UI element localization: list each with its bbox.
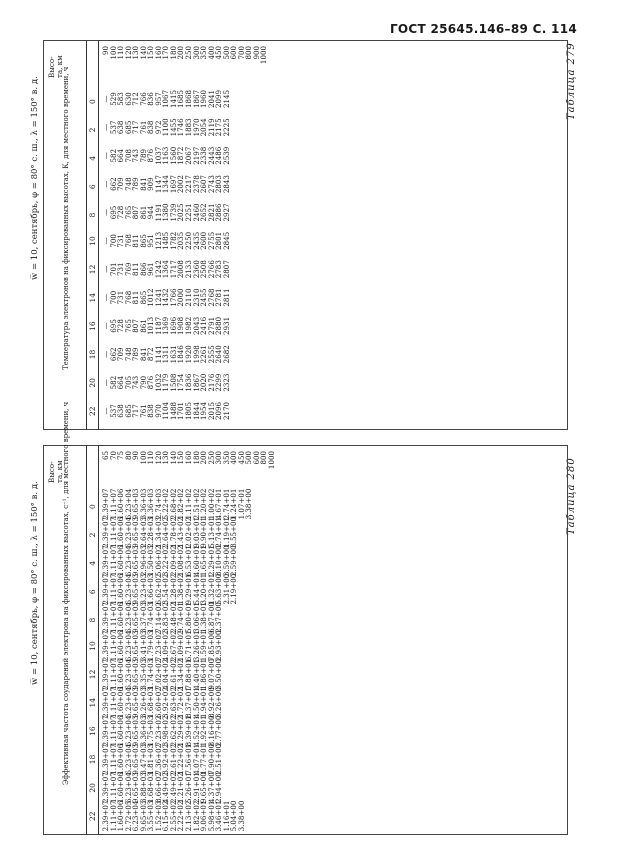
- data-column: — 582 664 708 743 789 876 1037 1163 1560 1872 2067 2197 2338 2443 2486 2539: [101, 146, 231, 165]
- data-column: 2.39+07 1.11+07 1.60+06 6.23+04 9.65+03 3.23+03 1.66+03 6.62+02 3.54+02 1.28+02 1.38+02 9.29+01 5.44+01 3.20+01 1.32+01 5.63+00 2.31+00 2.19+00: [101, 573, 239, 605]
- data-column: — 662 709 748 789 841 872 1141 1311 1631 1846 1920 1998 2261 2555 2640 2682: [101, 345, 231, 364]
- table-subheader: Температура электронов на фиксированных высотах, К, для местного времени, ч: [62, 66, 70, 370]
- table-subheader: Эффективная частота соударений электрона на фиксированных высотах, с⁻¹, для местного времени, ч: [62, 401, 70, 785]
- data-column: — 529 583 630 712 766 836 957 1067 1415 1685 1868 1867 1960 2041 2099 2145: [101, 89, 231, 109]
- hour-header: 10: [88, 641, 97, 651]
- hour-header: 10: [88, 236, 97, 246]
- hour-header: 0: [88, 99, 97, 104]
- data-column: 2.39+07 1.11+07 1.60+06 6.23+04 9.65+03 3.36+03 1.36+03 2.74+03 5.22+02 2.68+02 1.82+02 1.11+02 2.51+02 1.20+02 1.00+02 4.67+01 2.74+01 1.24+01 1.07+01 3.38+00: [101, 488, 254, 520]
- hour-header: 0: [88, 504, 97, 509]
- height-column: 65 70 75 80 90 100 110 120 130 140 150 160 180 200 250 300 350 400 450 500 600 800 1000: [101, 451, 277, 470]
- hour-header: 2: [88, 532, 97, 538]
- hour-header: 4: [88, 560, 97, 566]
- hour-header: 16: [88, 726, 97, 736]
- hour-header: 22: [88, 406, 97, 416]
- data-column: — 537 638 685 717 761 838 970 1104 1488 1701 1805 1844 1954 2015 2096 2170: [101, 401, 231, 421]
- hour-header: 18: [88, 754, 97, 765]
- data-column: 2.39+07 1.11+07 1.60+06 6.23+04 9.65+03 3.26+03 1.68+03 6.60+02 3.92+02 2.63+02 1.72+02 8.37+01 4.50+01 1.94+01 8.92+00 3.26+00: [101, 687, 224, 718]
- hour-header: 12: [88, 669, 97, 680]
- hour-header: 18: [88, 349, 97, 360]
- hour-header: 16: [88, 321, 97, 331]
- hour-header: 14: [88, 698, 97, 708]
- table-279: [18, 35, 598, 430]
- data-column: — 700 731 768 811 865 1012 1241 1432 1766 2000 2110 2310 2455 2768 2781 2811: [101, 288, 231, 307]
- header-divider-2: [98, 40, 99, 430]
- table-label: Таблица 279: [566, 42, 577, 120]
- height-column: 90 100 110 120 130 140 150 160 170 180 200 250 300 350 400 450 500 600 700 800 900 1000: [101, 46, 269, 65]
- data-column: — 701 731 769 811 866 961 1242 1364 1717 2008 2133 2360 2508 2766 2783 2807: [101, 260, 231, 279]
- hour-header: 20: [88, 783, 97, 793]
- height-label: Высо- та, км: [47, 460, 64, 483]
- data-column: 2.39+07 1.11+07 1.60+06 2.72+05 6.23+04 9.65+03 3.55+03 1.52+03 6.15+02 2.55+02 2.22+02 2.13+02 1.82+02 9.06+01 5.98+01 3.46+01 1.16+01 5.04+00 3.38+00: [101, 800, 246, 832]
- data-column: 2.39+07 1.11+07 1.60+06 6.23+04 9.65+03 3.88+03 1.68+03 8.66+02 4.49+02 2.49+02 1.21+02 5.26+01 2.91+01 9.65+00 4.37+00 2.94+00: [101, 772, 224, 804]
- hour-header: 8: [88, 617, 97, 623]
- hour-header: 22: [88, 811, 97, 821]
- data-column: 2.39+07 1.11+07 1.60+06 6.23+04 9.65+03 3.35+03 1.74+03 7.02+02 4.04+02 2.61+02 1.34+02 7.88+01 4.40+01 1.86+01 9.07+00 3.50+00: [101, 658, 224, 690]
- hour-header: 8: [88, 212, 97, 218]
- hour-header: 20: [88, 378, 97, 388]
- header-divider: [86, 445, 87, 835]
- data-column: 2.39+07 1.11+07 1.60+06 6.23+04 9.65+03 3.41+03 1.79+03 7.23+02 4.09+02 2.67+02 1.09+02 6.71+01 3.26+01 1.59+01 7.85+00 2.93+00: [101, 630, 224, 662]
- hour-header: 6: [88, 589, 97, 595]
- data-column: — 582 664 705 743 790 876 1032 1179 1508 1754 1836 1867 2020 2176 2299 2323: [101, 373, 231, 392]
- hour-header: 2: [88, 127, 97, 133]
- data-column: 2.39+07 1.11+07 1.60+06 6.23+04 9.65+03 3.37+03 1.74+03 7.14+02 3.83+02 2.48+02 9.74+01 5.80+01 3.06+01 1.38+01 6.87+00 2.37+00: [101, 602, 224, 633]
- page-header-text: ГОСТ 25645.146–89 С. 114: [389, 22, 577, 36]
- data-column: 2.39+07 1.11+07 1.60+06 6.23+04 9.65+03 3.36+03 1.75+03 7.23+02 3.98+02 2.62+02 1.29+02 8.39+01 4.52+01 1.92+01 8.16+00 2.77+00: [101, 715, 224, 747]
- data-column: 2.39+07 1.11+07 1.60+06 6.23+04 9.65+03 2.64+03 2.28+03 1.34+03 2.64+02 1.78+02 1.43+02 2.02+02 9.03+01 9.90+01 5.13+01 2.74+01 1.19+01 3.55+00: [101, 517, 239, 548]
- data-column: — 695 728 765 807 861 1013 1187 1369 1696 1908 1982 2043 2416 2791 2880 2931: [101, 316, 231, 335]
- hour-header: 12: [88, 264, 97, 275]
- data-column: — 662 709 748 789 841 909 1147 1344 1697 2002 2217 2378 2607 2743 2803 2843: [101, 175, 231, 194]
- header-divider-2: [98, 445, 99, 835]
- data-column: — 700 731 768 811 865 951 1213 1485 1782 2035 2250 2435 2600 2755 2801 2845: [101, 231, 231, 250]
- height-label: Высо- та, км: [47, 55, 64, 78]
- hour-header: 4: [88, 155, 97, 161]
- data-column: — 695 728 765 807 861 944 1191 1380 1739 2025 2251 2460 2652 2821 2886 2927: [101, 203, 231, 222]
- table-label: Таблица 280: [566, 457, 577, 535]
- hour-header: 6: [88, 184, 97, 190]
- table-caption: w̅ = 10, сентябрь, φ = 80° с. ш., λ = 150° в. д.: [30, 76, 40, 280]
- hour-header: 14: [88, 293, 97, 303]
- table-caption: w̅ = 10, сентябрь, φ = 80° с. ш., λ = 150° в. д.: [30, 481, 40, 685]
- data-column: 2.39+07 1.11+07 1.60+06 6.23+04 9.65+03 2.96+03 1.50+03 5.06+02 3.22+02 2.09+02 1.08+02 6.53+01 4.60+01 1.65+01 2.29+01 8.10+00 3.59+00 2.59+00: [101, 545, 239, 577]
- data-column: 2.39+07 1.11+07 1.60+06 6.23+04 9.65+03 3.47+03 1.81+03 7.36+02 3.92+02 2.61+02 1.22+02 7.56+01 4.07+01 1.77+01 7.90+00 2.51+00: [101, 743, 224, 775]
- data-column: — 537 638 685 717 761 838 972 1100 1455 1746 1883 1970 2054 2119 2175 2225: [101, 118, 231, 137]
- header-divider: [86, 40, 87, 430]
